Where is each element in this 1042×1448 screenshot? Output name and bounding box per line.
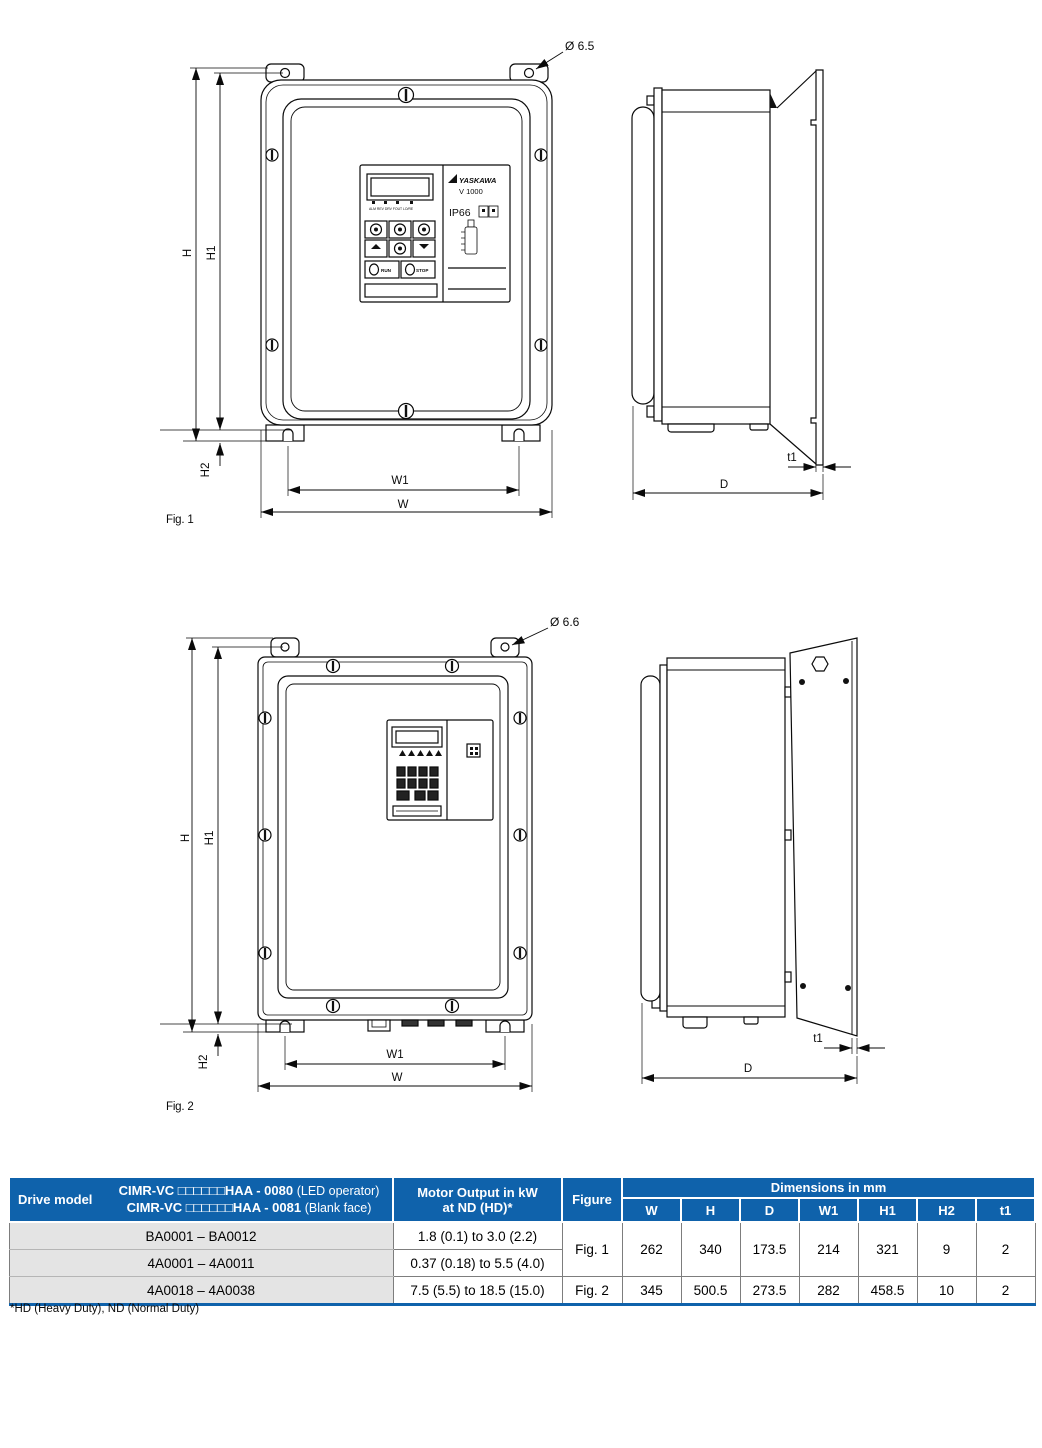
- spec-table-section: [8, 1176, 1034, 1306]
- figure-caption: Fig. 1: [166, 514, 194, 526]
- foot: [744, 1017, 758, 1024]
- model-label: V 1000: [459, 187, 483, 196]
- header-col-w1: W1: [799, 1198, 858, 1222]
- dim-label-h2: H2: [200, 462, 212, 478]
- cell-dim-d: 273.5: [740, 1277, 799, 1305]
- cell-figure: Fig. 1: [562, 1222, 622, 1277]
- fig1-side-view: [632, 70, 823, 465]
- hole-diameter-label: Ø 6.5: [565, 39, 595, 53]
- table-row: [9, 1277, 1035, 1305]
- cell-dim-w: 262: [622, 1222, 681, 1277]
- dim-label-d: D: [743, 1063, 753, 1075]
- center-tab: [368, 1020, 390, 1031]
- table-row: [9, 1222, 1035, 1250]
- fig1-front-view: [261, 64, 552, 441]
- mounting-hole: [525, 69, 534, 78]
- header-col-w: W: [622, 1198, 681, 1222]
- fig2-keypad: [387, 720, 493, 820]
- dim-label-w1: W1: [386, 1049, 404, 1061]
- dim-label-h1: H1: [206, 245, 218, 261]
- dim-label-h: H: [182, 248, 194, 258]
- header-motor-output: Motor Output in kW at ND (HD)*: [393, 1177, 562, 1222]
- header-col-h2: H2: [917, 1198, 976, 1222]
- led-display: [371, 178, 429, 196]
- hole-diameter-label: Ø 6.6: [550, 615, 580, 629]
- dim-label-t1: t1: [787, 452, 797, 464]
- keyhole-slot: [280, 1021, 290, 1032]
- cell-model: BA0001 – BA0012: [9, 1222, 393, 1250]
- cell-dim-h1: 321: [858, 1222, 917, 1277]
- cell-output: 7.5 (5.5) to 18.5 (15.0): [393, 1277, 562, 1305]
- cell-dim-h1: 458.5: [858, 1277, 917, 1305]
- cell-dim-w: 345: [622, 1277, 681, 1305]
- header-dimensions-group: Dimensions in mm: [622, 1177, 1035, 1198]
- cell-model: 4A0018 – 4A0038: [9, 1277, 393, 1305]
- cell-figure: Fig. 2: [562, 1277, 622, 1305]
- brand-label: YASKAWA: [459, 176, 497, 185]
- cell-dim-t1: 2: [976, 1277, 1035, 1305]
- keyhole-slot: [283, 429, 293, 441]
- dim-label-d: D: [719, 479, 729, 491]
- cell-dim-d: 173.5: [740, 1222, 799, 1277]
- model-line-2: CIMR-VC □□□□□□HAA - 0081 (Blank face): [126, 1199, 372, 1215]
- cell-dim-w1: 282: [799, 1277, 858, 1305]
- foot: [683, 1017, 707, 1028]
- cell-dim-t1: 2: [976, 1222, 1035, 1277]
- fig2-side-view: [641, 638, 857, 1036]
- dim-label-w1: W1: [391, 475, 409, 487]
- header-figure: Figure: [562, 1177, 622, 1222]
- enclosure-depth-body: [667, 658, 785, 1017]
- run-label: RUN: [381, 268, 391, 273]
- fig2-front-view: [258, 638, 532, 1032]
- figure-caption: Fig. 2: [166, 1101, 194, 1113]
- fig1-keypad: [360, 165, 510, 302]
- model-line-1: CIMR-VC □□□□□□HAA - 0080 (LED operator): [118, 1182, 380, 1198]
- drive-model-label: Drive model: [18, 1192, 93, 1207]
- dim-label-h2: H2: [198, 1054, 210, 1070]
- keyhole-slot: [514, 429, 524, 441]
- dim-label-w: W: [391, 1072, 403, 1084]
- gasket-strip: [660, 665, 667, 1011]
- mounting-hole: [501, 643, 509, 651]
- foot: [668, 424, 714, 432]
- dim-label-h1: H1: [204, 830, 216, 846]
- cell-output: 1.8 (0.1) to 3.0 (2.2): [393, 1222, 562, 1250]
- cell-dim-h: 500.5: [681, 1277, 740, 1305]
- table-footnote: *HD (Heavy Duty), ND (Normal Duty): [10, 1303, 200, 1315]
- dim-label-h: H: [180, 833, 192, 843]
- cell-output: 0.37 (0.18) to 5.5 (4.0): [393, 1250, 562, 1277]
- header-col-h: H: [681, 1198, 740, 1222]
- cell-model: 4A0001 – 4A0011: [9, 1250, 393, 1277]
- stop-label: STOP: [416, 268, 429, 273]
- mounting-plate-open: [790, 638, 857, 1036]
- keypad-led-labels: ALM REV DRV FOUT LO/RE: [369, 207, 414, 211]
- led-display: [396, 731, 438, 743]
- header-col-h1: H1: [858, 1198, 917, 1222]
- cell-dim-h: 340: [681, 1222, 740, 1277]
- cell-dim-h2: 9: [917, 1222, 976, 1277]
- header-col-d: D: [740, 1198, 799, 1222]
- header-col-t1: t1: [976, 1198, 1035, 1222]
- header-drive-model: [9, 1177, 393, 1222]
- ip-rating-label: IP66: [449, 207, 471, 219]
- gasket-strip: [654, 88, 662, 421]
- door-profile: [641, 676, 660, 1001]
- keyhole-slot: [500, 1021, 510, 1032]
- door-profile: [632, 107, 654, 404]
- dim-label-t1: t1: [813, 1033, 823, 1045]
- mounting-plate: [811, 70, 823, 465]
- dimensions-table: [8, 1176, 1036, 1306]
- enclosure-depth-body: [662, 90, 770, 424]
- port-icon: [467, 744, 480, 757]
- cell-dim-h2: 10: [917, 1277, 976, 1305]
- connector-graphic: [468, 220, 474, 227]
- cell-dim-w1: 214: [799, 1222, 858, 1277]
- dim-label-w: W: [397, 499, 409, 511]
- foot: [750, 424, 768, 430]
